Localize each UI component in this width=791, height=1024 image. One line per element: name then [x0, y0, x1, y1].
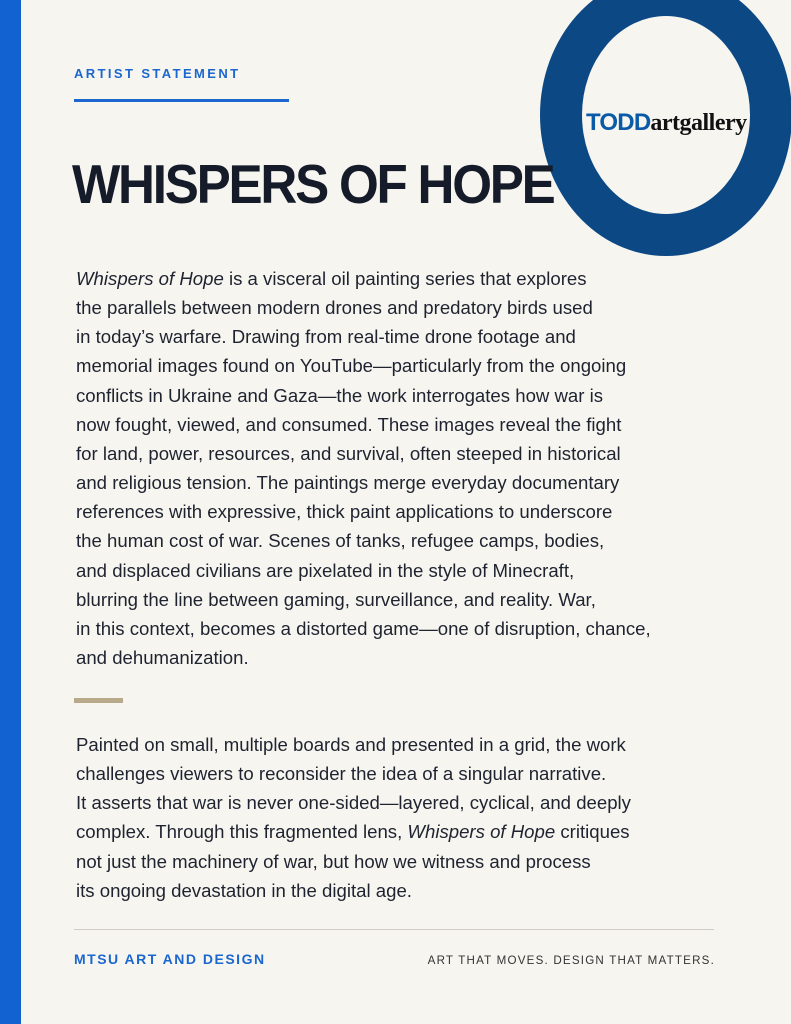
statement-line: conflicts in Ukraine and Gaza—the work interrogates how war is	[76, 384, 604, 406]
statement-paragraph-2	[76, 730, 726, 905]
statement-line	[76, 264, 726, 293]
statement-paragraph-1	[76, 264, 726, 672]
statement-line: in today’s warfare. Drawing from real-time drone footage and	[76, 326, 576, 348]
statement-line: and dehumanization.	[76, 647, 249, 669]
statement-line: now fought, viewed, and consumed. These images reveal the fight	[76, 413, 622, 435]
logo-todd-text: TODD	[586, 109, 651, 136]
footer-divider	[74, 929, 714, 930]
statement-line: the human cost of war. Scenes of tanks, refugee camps, bodies,	[76, 530, 605, 552]
statement-line: and religious tension. The paintings merge everyday documentary	[76, 472, 620, 494]
section-divider-accent	[74, 698, 123, 703]
statement-text: complex. Through this fragmented lens,	[76, 821, 408, 843]
statement-line: blurring the line between gaming, surveillance, and reality. War,	[76, 588, 596, 610]
statement-line: its ongoing devastation in the digital age.	[76, 879, 412, 901]
statement-line: and displaced civilians are pixelated in the style of Minecraft,	[76, 559, 575, 581]
eyebrow-label: ARTIST STATEMENT	[74, 66, 241, 81]
statement-text: is a visceral oil painting series that explores	[223, 268, 587, 289]
left-accent-bar	[0, 0, 21, 1024]
statement-line: challenges viewers to reconsider the idea of a singular narrative.	[76, 763, 607, 785]
gallery-logo	[586, 109, 764, 137]
logo-artgallery-text: artgallery	[650, 110, 747, 136]
statement-line	[76, 817, 726, 846]
statement-line: the parallels between modern drones and predatory birds used	[76, 297, 593, 319]
artwork-title-italic: Whispers of Hope	[76, 268, 224, 289]
artwork-title-italic: Whispers of Hope	[407, 821, 556, 843]
footer-organization: MTSU ART AND DESIGN	[74, 951, 266, 967]
statement-line: It asserts that war is never one-sided—layered, cyclical, and deeply	[76, 792, 631, 814]
page-title: WHISPERS OF HOPE	[72, 153, 554, 215]
statement-line: references with expressive, thick paint applications to underscore	[76, 501, 613, 523]
statement-text: critiques	[555, 821, 630, 843]
statement-line: memorial images found on YouTube—particularly from the ongoing	[76, 355, 627, 377]
statement-line: Painted on small, multiple boards and presented in a grid, the work	[76, 734, 626, 755]
statement-line: for land, power, resources, and survival, often steeped in historical	[76, 442, 621, 464]
statement-line: in this context, becomes a distorted game—one of disruption, chance,	[76, 617, 651, 639]
statement-line: not just the machinery of war, but how we witness and process	[76, 850, 591, 872]
eyebrow-underline	[74, 99, 289, 102]
footer-tagline: ART THAT MOVES. DESIGN THAT MATTERS.	[427, 954, 715, 967]
